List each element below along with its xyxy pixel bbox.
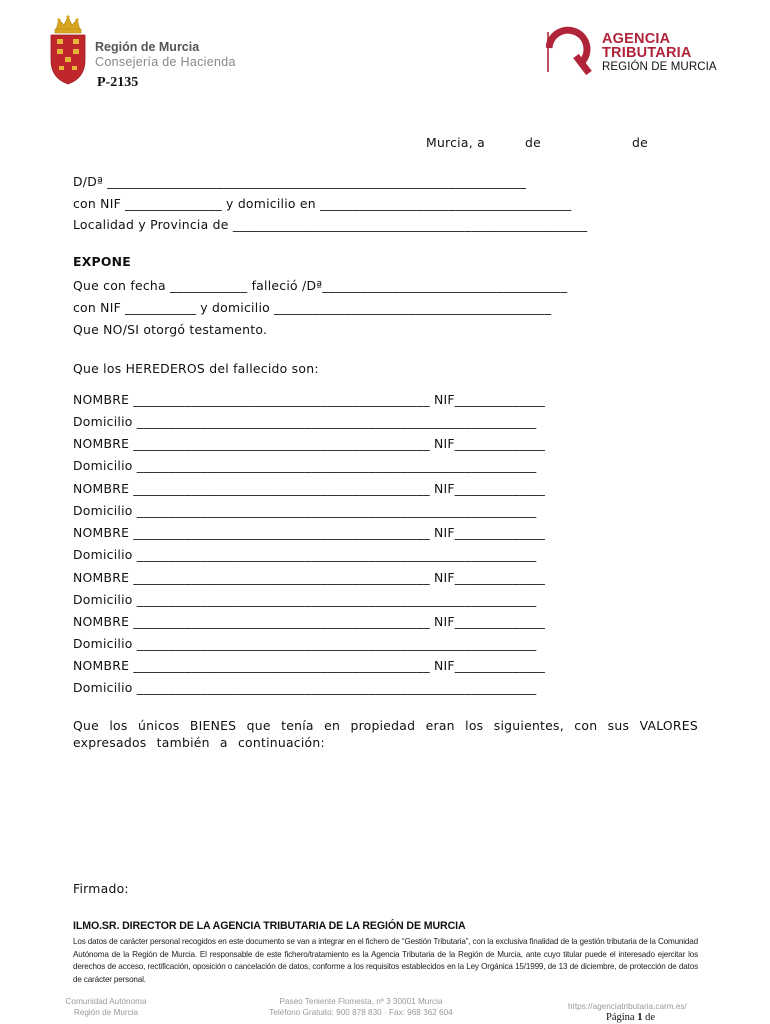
will-statement: Que NO/SI otorgó testamento. xyxy=(73,322,268,337)
date-place: Murcia, a xyxy=(426,135,485,150)
heir-address-field[interactable]: Domicilio ______________________________________________________________ xyxy=(73,503,537,518)
deceased-nif-address-field[interactable]: con NIF ___________ y domicilio ___________________________________________ xyxy=(73,300,552,315)
region-name: Región de Murcia xyxy=(95,40,200,54)
footer-organization-line1: Comunidad Autónoma xyxy=(65,997,147,1006)
heir-address-field[interactable]: Domicilio ______________________________________________________________ xyxy=(73,636,537,651)
department-name: Consejería de Hacienda xyxy=(95,55,236,69)
signature-label: Firmado: xyxy=(73,881,129,896)
heir-address-field[interactable]: Domicilio ______________________________________________________________ xyxy=(73,458,537,473)
footer-contact xyxy=(250,996,472,1018)
heir-address-field[interactable]: Domicilio ______________________________________________________________ xyxy=(73,680,537,695)
heir-name-field[interactable]: NOMBRE ______________________________________________ NIF______________ xyxy=(73,436,546,451)
footer-organization xyxy=(52,996,160,1018)
date-de-month: de xyxy=(525,135,541,150)
date-de-year: de xyxy=(632,135,648,150)
page-label: Página xyxy=(606,1012,635,1023)
expone-heading: EXPONE xyxy=(73,254,131,269)
page-number xyxy=(606,1012,655,1023)
heir-address-field[interactable]: Domicilio ______________________________________________________________ xyxy=(73,547,537,562)
form-code: P-2135 xyxy=(97,75,139,90)
footer-organization-line2: Región de Murcia xyxy=(73,1008,139,1017)
heir-name-field[interactable]: NOMBRE ______________________________________________ NIF______________ xyxy=(73,570,546,585)
agencia-tributaria-logo-icon xyxy=(546,24,592,76)
heir-name-field[interactable]: NOMBRE ______________________________________________ NIF______________ xyxy=(73,481,546,496)
agency-region: REGIÓN DE MURCIA xyxy=(602,61,717,73)
agency-name xyxy=(602,32,717,74)
applicant-nif-address-field[interactable]: con NIF _______________ y domicilio en _______________________________________ xyxy=(73,196,572,211)
deceased-date-name-field[interactable]: Que con fecha ____________ falleció /Dª______________________________________ xyxy=(73,278,568,293)
footer-address: Paseo Teniente Flomesta, nº 3 30001 Murcia xyxy=(279,997,443,1006)
assets-statement: Que los únicos BIENES que tenía en propiedad eran los siguientes, con sus VALORES expresados también a continuación: xyxy=(73,718,698,750)
agency-name-line2: TRIBUTARIA xyxy=(602,45,692,61)
region-crest-icon xyxy=(48,12,88,86)
footer-phone-fax: Teléfono Gratuito: 900 878 830 · Fax: 968 362 604 xyxy=(269,1008,453,1017)
heir-name-field[interactable]: NOMBRE ______________________________________________ NIF______________ xyxy=(73,392,546,407)
page-of: de xyxy=(645,1012,655,1023)
footer-website-link[interactable]: https://agenciatributaria.carm.es/ xyxy=(568,1002,687,1011)
privacy-notice: Los datos de carácter personal recogidos en este documento se van a integrar en el fichero de “Gestión Tributaria”, con la exclusiva finalidad de la gestión tributaria de la Comunidad Autónoma de la Región de Murcia. El responsable de este fichero/tratamiento es la Agencia Tributaria de la Región de Murcia, ante cuyo titular puede el interesado ejercitar los derechos de acceso, rectificación, oposición o cancelación de datos, conforme a los requisitos establecidos en la Ley Orgánica 15/1999, de 13 de diciembre, de protección de datos de carácter personal. xyxy=(73,937,698,984)
heir-name-field[interactable]: NOMBRE ______________________________________________ NIF______________ xyxy=(73,525,546,540)
heir-address-field[interactable]: Domicilio ______________________________________________________________ xyxy=(73,414,537,429)
heir-address-field[interactable]: Domicilio ______________________________________________________________ xyxy=(73,592,537,607)
applicant-name-field[interactable]: D/Dª _________________________________________________________________ xyxy=(73,174,527,189)
heirs-intro: Que los HEREDEROS del fallecido son: xyxy=(73,361,319,376)
heir-name-field[interactable]: NOMBRE ______________________________________________ NIF______________ xyxy=(73,658,546,673)
page-current: 1 xyxy=(637,1012,643,1023)
agency-name-line1: AGENCIA xyxy=(602,31,671,47)
region-block xyxy=(95,40,236,69)
heir-name-field[interactable]: NOMBRE ______________________________________________ NIF______________ xyxy=(73,614,546,629)
addressee: ILMO.SR. DIRECTOR DE LA AGENCIA TRIBUTARIA DE LA REGIÓN DE MURCIA xyxy=(73,920,466,932)
applicant-locality-field[interactable]: Localidad y Provincia de _______________________________________________________ xyxy=(73,217,588,232)
